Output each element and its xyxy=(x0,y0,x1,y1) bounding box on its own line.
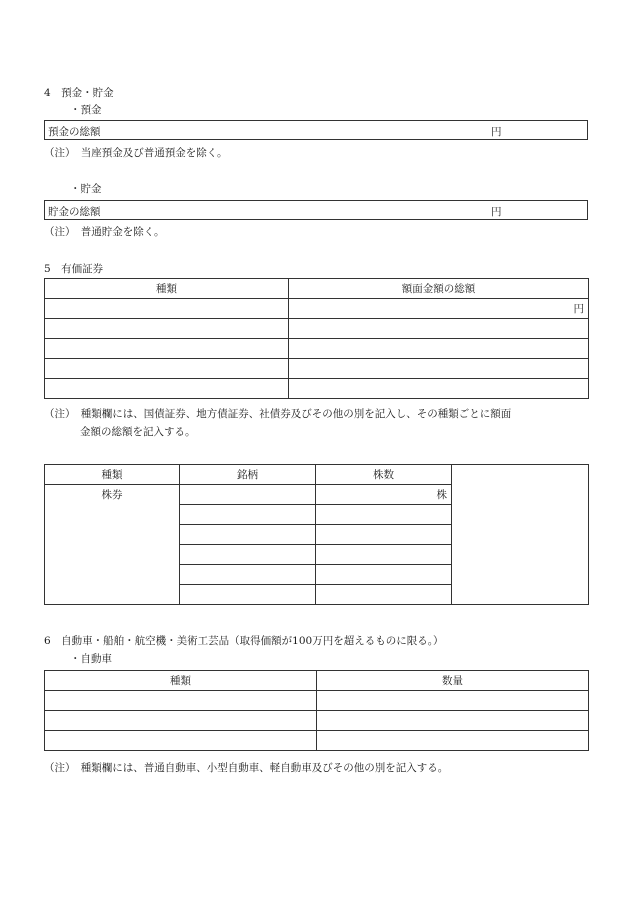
table-row xyxy=(45,339,589,359)
table-row xyxy=(45,299,589,319)
header-type: 種類 xyxy=(45,671,317,691)
header-quantity: 数量 xyxy=(317,671,589,691)
table-row xyxy=(45,279,589,299)
table-row xyxy=(45,671,589,691)
deposit-total-label: 預金の総額 xyxy=(48,126,101,138)
cell-quantity[interactable] xyxy=(317,731,589,751)
cell-brand[interactable] xyxy=(180,565,316,585)
deposit-yen-unit: 円 xyxy=(491,126,502,138)
vehicle-subheading: ・自動車 xyxy=(70,653,112,665)
header-face-value-total: 額面金額の総額 xyxy=(289,279,589,299)
cell-brand[interactable] xyxy=(180,585,316,605)
table-row xyxy=(45,379,589,399)
cell-brand[interactable] xyxy=(180,525,316,545)
section5-heading: 5 有価証券 xyxy=(44,263,104,275)
table-row xyxy=(45,465,589,485)
header-brand: 銘柄 xyxy=(180,465,316,485)
table-row xyxy=(45,731,589,751)
vehicle-table xyxy=(44,670,589,751)
cell-type[interactable] xyxy=(45,319,289,339)
cell-quantity[interactable] xyxy=(317,691,589,711)
cell-type[interactable] xyxy=(45,731,317,751)
blank-column xyxy=(452,465,589,605)
deposit-note: （注） 当座預金及び普通預金を除く。 xyxy=(44,147,228,159)
table-row xyxy=(45,711,589,731)
table-row xyxy=(45,359,589,379)
vehicle-note: （注） 種類欄には、普通自動車、小型自動車、軽自動車及びその他の別を記入する。 xyxy=(44,762,449,774)
cell-type[interactable] xyxy=(45,359,289,379)
header-shares: 株数 xyxy=(316,465,452,485)
stock-type-cell: 株券 xyxy=(45,485,180,605)
cell-shares[interactable] xyxy=(316,525,452,545)
cell-face-value[interactable] xyxy=(289,339,589,359)
deposit-subheading: ・預金 xyxy=(70,104,102,116)
cell-face-value[interactable] xyxy=(289,319,589,339)
securities-table xyxy=(44,278,589,399)
savings-note: （注） 普通貯金を除く。 xyxy=(44,226,165,238)
savings-yen-unit: 円 xyxy=(491,206,502,218)
section6-heading: 6 自動車・船舶・航空機・美術工芸品（取得価額が100万円を超えるものに限る。） xyxy=(44,635,444,647)
savings-total-label: 貯金の総額 xyxy=(48,206,101,218)
cell-shares[interactable] xyxy=(316,505,452,525)
cell-quantity[interactable] xyxy=(317,711,589,731)
securities-note-line2: 金額の総額を記入する。 xyxy=(80,426,196,438)
header-type: 種類 xyxy=(45,465,180,485)
stocks-table xyxy=(44,464,589,605)
cell-face-value[interactable]: 円 xyxy=(289,299,589,319)
table-row xyxy=(45,691,589,711)
cell-type[interactable] xyxy=(45,339,289,359)
cell-brand[interactable] xyxy=(180,545,316,565)
cell-type[interactable] xyxy=(45,299,289,319)
cell-type[interactable] xyxy=(45,711,317,731)
header-type: 種類 xyxy=(45,279,289,299)
cell-face-value[interactable] xyxy=(289,379,589,399)
cell-shares[interactable] xyxy=(316,565,452,585)
cell-shares[interactable]: 株 xyxy=(316,485,452,505)
cell-brand[interactable] xyxy=(180,505,316,525)
cell-face-value[interactable] xyxy=(289,359,589,379)
cell-shares[interactable] xyxy=(316,585,452,605)
savings-total-box xyxy=(44,200,588,220)
cell-type[interactable] xyxy=(45,379,289,399)
securities-note-line1: （注） 種類欄には、国債証券、地方債証券、社債券及びその他の別を記入し、その種類ごとに額面 xyxy=(44,408,512,420)
cell-shares[interactable] xyxy=(316,545,452,565)
cell-type[interactable] xyxy=(45,691,317,711)
cell-brand[interactable] xyxy=(180,485,316,505)
table-row xyxy=(45,319,589,339)
section4-heading: 4 預金・貯金 xyxy=(44,87,114,99)
savings-subheading: ・貯金 xyxy=(70,183,102,195)
deposit-total-box xyxy=(44,120,588,140)
